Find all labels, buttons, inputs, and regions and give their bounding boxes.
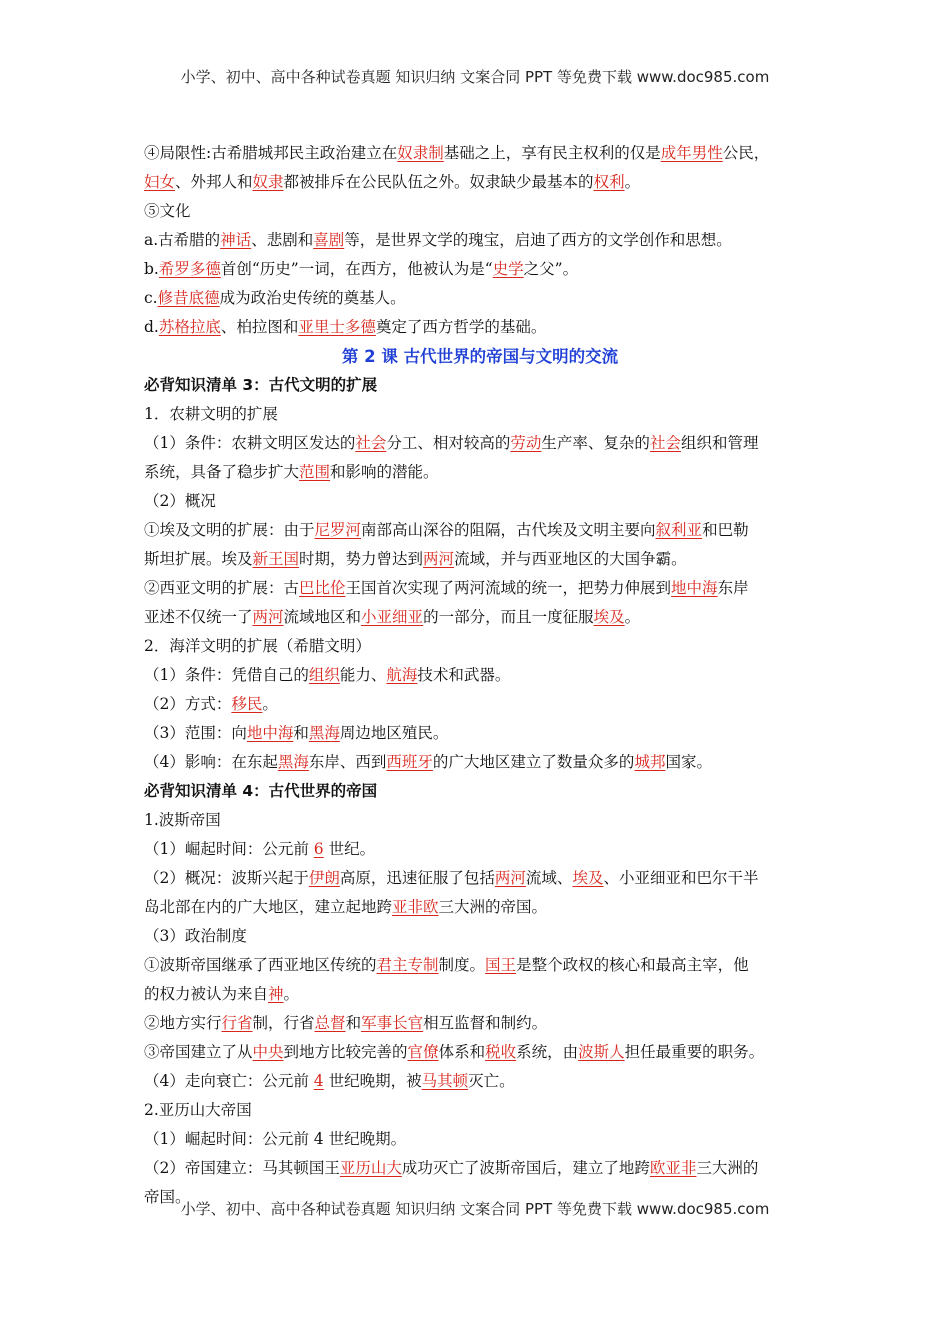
key-term: 军事长官 (361, 1014, 424, 1032)
text-segment: 和 (293, 724, 309, 742)
key-term: 两河 (423, 550, 455, 568)
text-segment: （4）影响：在东起 (144, 753, 278, 771)
text-segment: 王国首次实现了两河流域的统一，把势力伸展到 (345, 579, 672, 597)
text-segment: 2.亚历山大帝国 (144, 1101, 252, 1119)
lesson-title (144, 342, 816, 371)
text-segment: 流域地区和 (283, 608, 362, 626)
text-line (144, 139, 816, 168)
text-segment: 。 (262, 695, 278, 713)
key-term: 神话 (220, 231, 252, 249)
text-line (144, 951, 816, 980)
text-line (144, 864, 816, 893)
key-term: 伊朗 (308, 869, 340, 887)
text-segment: 必背知识清单 3：古代文明的扩展 (144, 376, 378, 394)
text-segment: 成功灭亡了波斯帝国后，建立了地跨 (401, 1159, 650, 1177)
text-line (144, 1009, 816, 1038)
text-segment: 等，是世界文学的瑰宝，启迪了西方的文学创作和思想。 (344, 231, 732, 249)
text-segment: 、小亚细亚和巴尔干半 (603, 869, 759, 887)
text-segment: ③帝国建立了从 (144, 1043, 253, 1061)
section-heading (144, 371, 816, 400)
text-segment: 1.波斯帝国 (144, 811, 221, 829)
text-segment: a.古希腊的 (144, 231, 221, 249)
key-term: 埃及 (593, 608, 625, 626)
key-term: 地中海 (671, 579, 718, 597)
text-segment: 分工、相对较高的 (386, 434, 511, 452)
text-line (144, 168, 816, 197)
text-segment: 公民， (722, 144, 770, 162)
text-segment: ②西亚文明的扩展：古 (144, 579, 300, 597)
text-line (144, 255, 816, 284)
text-segment: d. (144, 318, 159, 336)
text-segment: 体系和 (438, 1043, 486, 1061)
text-line (144, 574, 816, 603)
key-term: 官僚 (407, 1043, 439, 1061)
key-term: 欧亚非 (649, 1159, 697, 1177)
text-segment: 国家。 (665, 753, 712, 771)
key-term: 成年男性 (660, 144, 723, 162)
key-term: 苏格拉底 (158, 318, 221, 336)
text-line (144, 1096, 816, 1125)
key-term: 喜剧 (313, 231, 345, 249)
key-term: 亚历山大 (339, 1159, 402, 1177)
text-line (144, 1154, 816, 1183)
key-term: 权利 (593, 173, 625, 191)
text-segment: 东岸 (717, 579, 749, 597)
text-segment: 、悲剧和 (251, 231, 314, 249)
section-heading (144, 777, 816, 806)
key-term: 中央 (252, 1043, 284, 1061)
text-segment: 能力、 (339, 666, 387, 684)
text-line (144, 690, 816, 719)
text-segment: 都被排斥在公民队伍之外。奴隶缺少最基本的 (283, 173, 594, 191)
text-line (144, 748, 816, 777)
text-segment: 时期，势力曾达到 (299, 550, 424, 568)
key-term: 修昔底德 (157, 289, 220, 307)
key-term: 新王国 (252, 550, 300, 568)
text-segment: 高原，迅速征服了包括 (339, 869, 495, 887)
key-term: 西班牙 (386, 753, 433, 771)
key-term: 移民 (231, 695, 263, 713)
key-term: 小亚细亚 (361, 608, 424, 626)
text-line (144, 806, 816, 835)
text-line (144, 458, 816, 487)
key-term: 社会 (649, 434, 681, 452)
text-line (144, 487, 816, 516)
text-segment: （1）崛起时间：公元前 (144, 840, 314, 858)
key-term: 巴比伦 (299, 579, 346, 597)
key-term: 奴隶制 (397, 144, 444, 162)
text-segment: 和 (345, 1014, 362, 1032)
text-segment: ②地方实行 (144, 1014, 222, 1032)
text-segment: 第 2 课 古代世界的帝国与文明的交流 (341, 347, 619, 366)
text-line (144, 429, 816, 458)
text-segment: 岛北部在内的广大地区，建立起地跨 (144, 898, 393, 916)
text-segment: 的广大地区建立了数量众多的 (432, 753, 635, 771)
text-segment: 流域，并与西亚地区的大国争霸。 (454, 550, 687, 568)
text-segment: （3）范围：向 (144, 724, 247, 742)
text-segment: 。 (624, 608, 641, 626)
key-term: 地中海 (246, 724, 294, 742)
text-segment: 三大洲的 (696, 1159, 759, 1177)
text-segment: 到地方比较完善的 (283, 1043, 408, 1061)
key-term: 奴隶 (252, 173, 284, 191)
text-segment: 流域、 (525, 869, 573, 887)
text-segment: 之父”。 (523, 260, 579, 278)
text-segment: 亚述不仅统一了 (144, 608, 253, 626)
text-segment: c. (144, 289, 158, 307)
key-term: 税收 (485, 1043, 517, 1061)
text-segment: （1）条件：农耕文明区发达的 (144, 434, 356, 452)
key-term: 史学 (492, 260, 524, 278)
text-segment: 1．农耕文明的扩展 (144, 405, 278, 423)
text-segment: 、柏拉图和 (220, 318, 299, 336)
text-segment: 相互监督和制约。 (423, 1014, 548, 1032)
text-segment: 技术和武器。 (417, 666, 511, 684)
key-term: 航海 (386, 666, 418, 684)
text-line (144, 1125, 816, 1154)
text-segment: （2）方式： (144, 695, 232, 713)
text-segment: 世纪晚期，被 (323, 1072, 422, 1090)
text-line (144, 719, 816, 748)
text-segment: 世纪。 (323, 840, 376, 858)
text-segment: （2）概况 (144, 492, 216, 510)
key-term: 妇女 (144, 173, 176, 191)
text-segment: 2．海洋文明的扩展（希腊文明） (144, 637, 371, 655)
text-segment: 担任最重要的职务。 (624, 1043, 765, 1061)
key-term: 亚非欧 (392, 898, 439, 916)
key-term: 范围 (299, 463, 331, 481)
key-term: 两河 (252, 608, 284, 626)
text-segment: 灭亡。 (468, 1072, 515, 1090)
text-segment: 系统，由 (516, 1043, 579, 1061)
text-segment: 的权力被认为来自 (144, 985, 269, 1003)
key-term: 波斯人 (578, 1043, 625, 1061)
text-segment: 。 (283, 985, 300, 1003)
text-segment: 系统，具备了稳步扩大 (144, 463, 300, 481)
text-line (144, 516, 816, 545)
key-term: 黑海 (308, 724, 340, 742)
text-segment: ⑤文化 (144, 202, 191, 220)
text-line (144, 197, 816, 226)
text-segment: 基础之上，享有民主权利的仅是 (443, 144, 661, 162)
key-term: 行省 (221, 1014, 253, 1032)
key-term: 两河 (494, 869, 526, 887)
text-segment: 制，行省 (252, 1014, 315, 1032)
text-line (144, 545, 816, 574)
key-term: 社会 (355, 434, 387, 452)
key-term: 组织 (308, 666, 340, 684)
key-term: 叙利亚 (655, 521, 703, 539)
text-line (144, 893, 816, 922)
text-segment: 斯坦扩展。埃及 (144, 550, 253, 568)
key-term: 君主专制 (376, 956, 439, 974)
key-term: 亚里士多德 (298, 318, 376, 336)
key-term: 神 (268, 985, 284, 1003)
key-term: 6 (313, 840, 324, 858)
text-line (144, 226, 816, 255)
text-line (144, 313, 816, 342)
text-segment: 。 (624, 173, 641, 191)
key-term: 埃及 (572, 869, 604, 887)
text-line (144, 603, 816, 632)
key-term: 马其顿 (421, 1072, 469, 1090)
text-line (144, 1038, 816, 1067)
text-segment: 东岸、西到 (308, 753, 387, 771)
text-segment: 、外邦人和 (175, 173, 253, 191)
document-body (144, 139, 816, 1212)
text-segment: 和巴勒 (702, 521, 749, 539)
text-segment: ①波斯帝国继承了西亚地区传统的 (144, 956, 377, 974)
text-segment: ④局限性:古希腊城邦民主政治建立在 (144, 144, 398, 162)
text-segment: 成为政治史传统的奠基人。 (219, 289, 406, 307)
text-segment: 三大洲的帝国。 (438, 898, 548, 916)
text-segment: 帝国。 (144, 1188, 191, 1206)
text-segment: 奠定了西方哲学的基础。 (375, 318, 547, 336)
text-segment: 必背知识清单 4：古代世界的帝国 (144, 782, 378, 800)
text-segment: 南部高山深谷的阻隔，古代埃及文明主要向 (361, 521, 656, 539)
text-segment: ①埃及文明的扩展：由于 (144, 521, 315, 539)
key-term: 4 (313, 1072, 324, 1090)
text-line (144, 400, 816, 429)
text-line (144, 632, 816, 661)
text-segment: 组织和管理 (680, 434, 759, 452)
text-line (144, 1067, 816, 1096)
text-segment: （1）条件：凭借自己的 (144, 666, 309, 684)
key-term: 国王 (485, 956, 517, 974)
text-segment: （1）崛起时间：公元前 4 世纪晚期。 (144, 1130, 407, 1148)
text-segment: 首创“历史”一词，在西方，他被认为是“ (220, 260, 493, 278)
text-segment: 生产率、复杂的 (541, 434, 650, 452)
text-segment: （2）概况：波斯兴起于 (144, 869, 309, 887)
text-line (144, 922, 816, 951)
text-line (144, 661, 816, 690)
text-line (144, 835, 816, 864)
text-segment: 是整个政权的核心和最高主宰，他 (516, 956, 749, 974)
key-term: 黑海 (277, 753, 309, 771)
key-term: 希罗多德 (158, 260, 221, 278)
text-segment: 的一部分，而且一度征服 (423, 608, 594, 626)
text-segment: 制度。 (438, 956, 486, 974)
text-segment: （3）政治制度 (144, 927, 247, 945)
page-header: 小学、初中、高中各种试卷真题 知识归纳 文案合同 PPT 等免费下载 www.doc985.com (180, 68, 770, 86)
text-segment: b. (144, 260, 159, 278)
text-segment: 和影响的潜能。 (330, 463, 439, 481)
text-line (144, 284, 816, 313)
key-term: 城邦 (634, 753, 666, 771)
key-term: 劳动 (510, 434, 542, 452)
text-segment: 周边地区殖民。 (339, 724, 449, 742)
text-line (144, 980, 816, 1009)
page-footer: 小学、初中、高中各种试卷真题 知识归纳 文案合同 PPT 等免费下载 www.doc985.com (180, 1200, 770, 1218)
key-term: 总督 (314, 1014, 346, 1032)
key-term: 尼罗河 (314, 521, 362, 539)
text-segment: （4）走向衰亡：公元前 (144, 1072, 314, 1090)
text-segment: （2）帝国建立：马其顿国王 (144, 1159, 340, 1177)
